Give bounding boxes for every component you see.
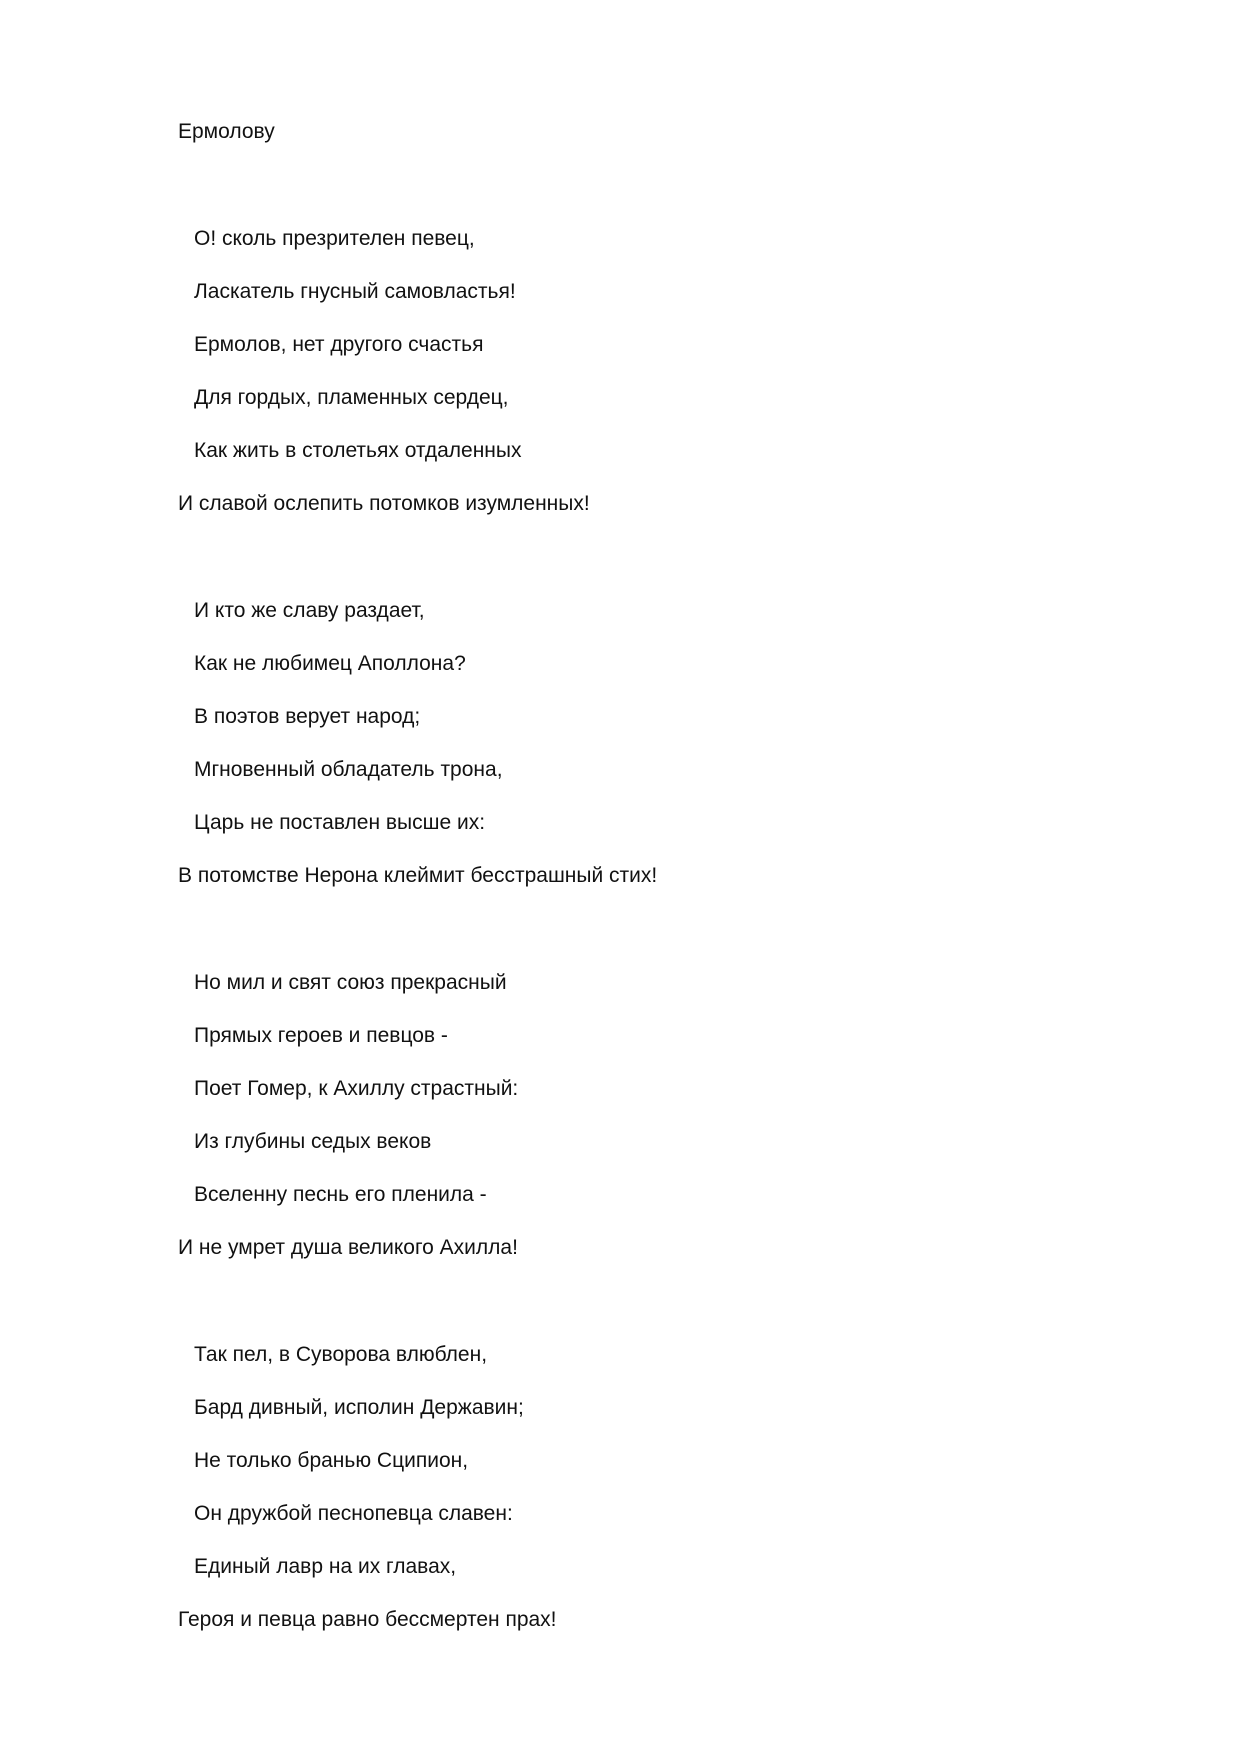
poem-line: Вселенну песнь его пленила - xyxy=(194,1183,487,1206)
poem-line: О! сколь презрителен певец, xyxy=(194,227,475,250)
stanza-4 xyxy=(178,1340,557,1658)
stanza-1 xyxy=(178,224,590,542)
poem-line: Но мил и свят союз прекрасный xyxy=(194,971,507,994)
poem-line: И не умрет душа великого Ахилла! xyxy=(178,1236,518,1259)
poem-line: Ласкатель гнусный самовластья! xyxy=(194,280,516,303)
poem-line: Ермолов, нет другого счастья xyxy=(194,333,484,356)
stanza-2 xyxy=(178,596,657,914)
stanza-3 xyxy=(178,968,518,1286)
poem-line: Бард дивный, исполин Державин; xyxy=(194,1396,524,1419)
poem-line: Прямых героев и певцов - xyxy=(194,1024,448,1047)
poem-line: Так пел, в Суворова влюблен, xyxy=(194,1343,488,1366)
poem-line: Не только бранью Сципион, xyxy=(194,1449,469,1472)
poem-title: Ермолову xyxy=(178,120,275,143)
poem-line: И славой ослепить потомков изумленных! xyxy=(178,492,590,515)
poem-line: Для гордых, пламенных сердец, xyxy=(194,386,509,409)
poem-line: И кто же славу раздает, xyxy=(194,599,425,622)
poem-line: Мгновенный обладатель трона, xyxy=(194,758,503,781)
poem-line: Единый лавр на их главах, xyxy=(194,1555,457,1578)
poem-line: Как не любимец Аполлона? xyxy=(194,652,466,675)
poem-line: В поэтов верует народ; xyxy=(194,705,421,728)
poem-line: Героя и певца равно бессмертен прах! xyxy=(178,1608,557,1631)
poem-line: В потомстве Нерона клеймит бесстрашный стих! xyxy=(178,864,658,887)
poem-line: Как жить в столетьях отдаленных xyxy=(194,439,522,462)
poem-line: Он дружбой песнопевца славен: xyxy=(194,1502,513,1525)
poem-line: Царь не поставлен высше их: xyxy=(194,811,486,834)
poem-line: Из глубины седых веков xyxy=(194,1130,432,1153)
poem-line: Поет Гомер, к Ахиллу страстный: xyxy=(194,1077,519,1100)
